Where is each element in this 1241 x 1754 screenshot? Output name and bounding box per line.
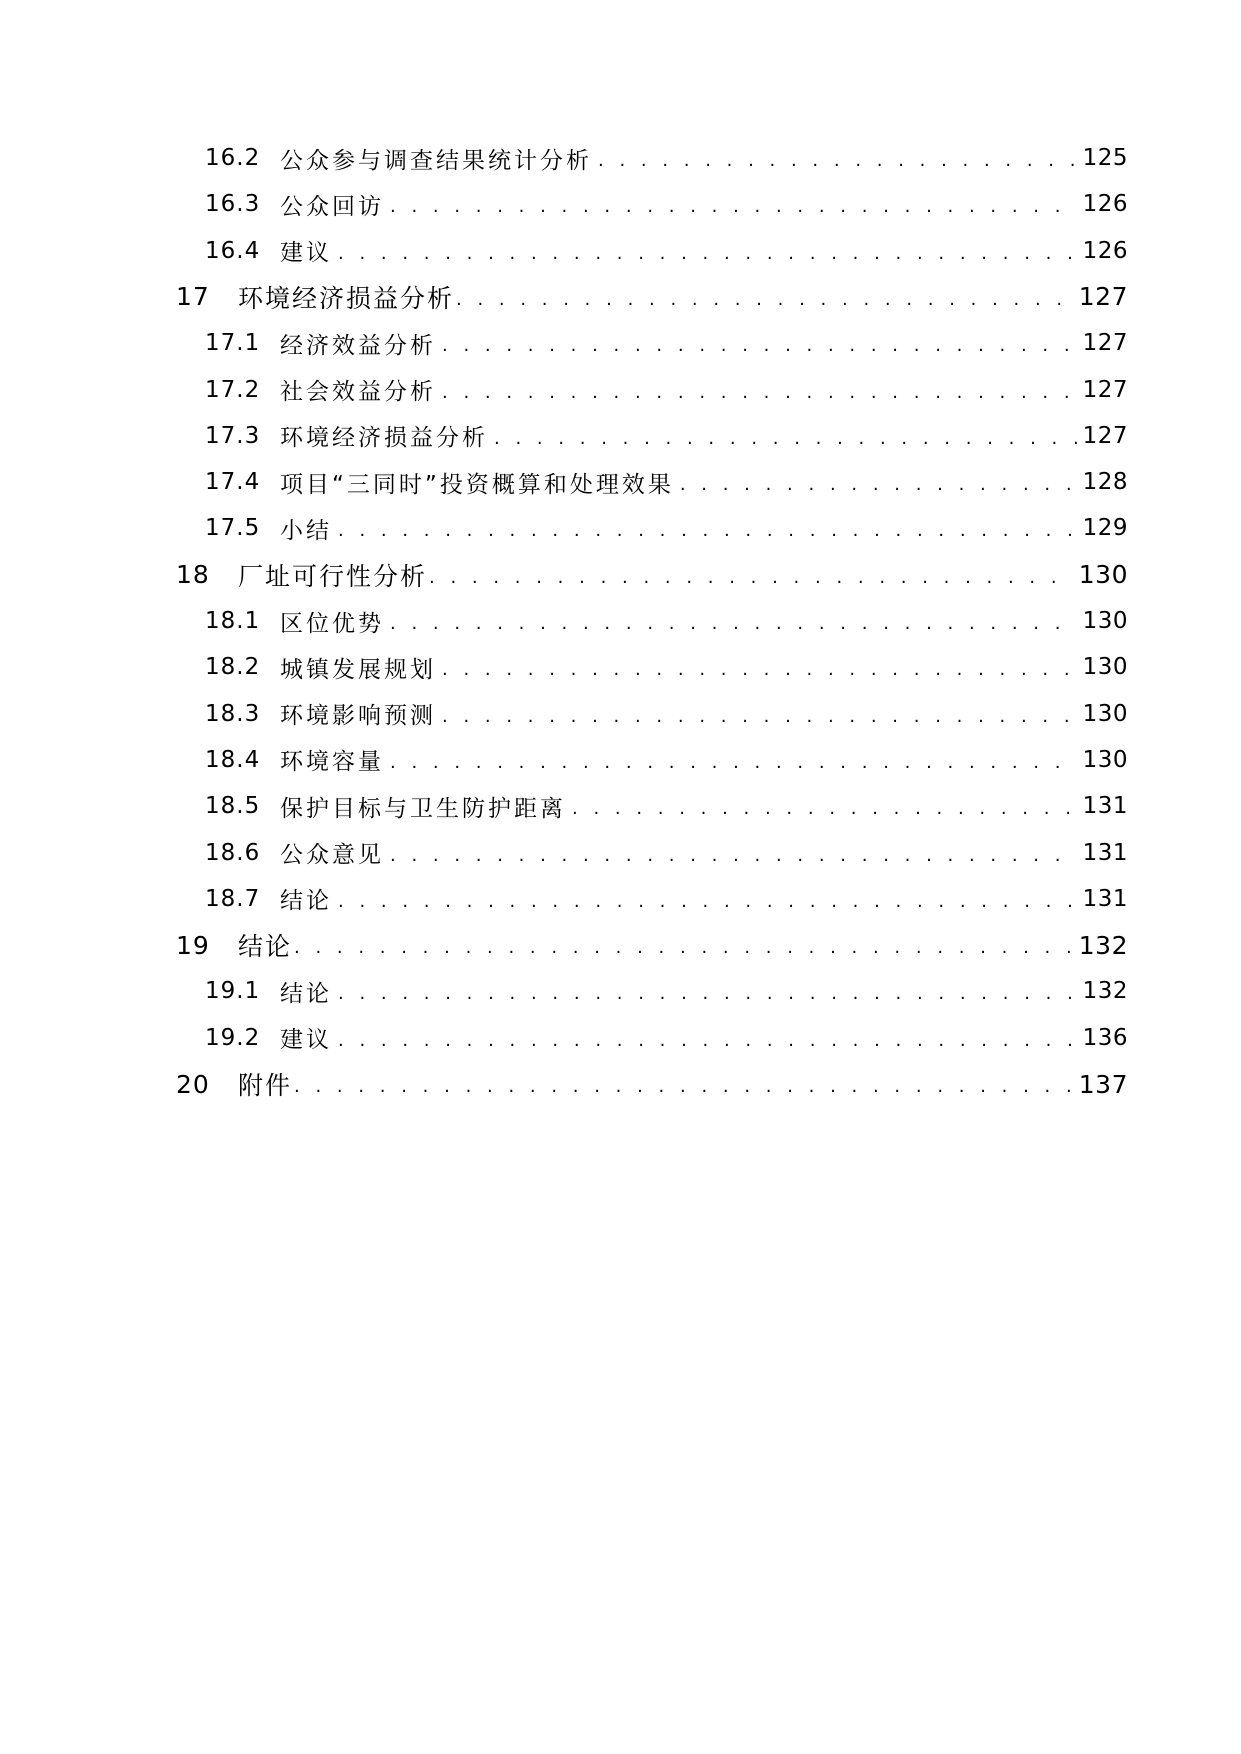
toc-entry-title: 公众意见 xyxy=(280,842,384,868)
toc-entry-title: 保护目标与卫生防护距离 xyxy=(280,795,566,822)
toc-entry-title: 建议 xyxy=(280,1027,332,1054)
toc-entry-title: 环境经济损益分析 xyxy=(238,283,455,313)
toc-dot-leader xyxy=(442,646,1077,688)
toc-entry-title: 公众参与调查结果统计分析 xyxy=(280,147,592,174)
toc-entry-number: 17.5 xyxy=(205,515,261,542)
toc-entry-title: 区位优势 xyxy=(280,610,384,637)
toc-section-entry[interactable] xyxy=(205,464,1128,500)
toc-entry-number: 17.4 xyxy=(205,469,261,496)
toc-dot-leader xyxy=(429,554,1073,596)
toc-section-entry[interactable] xyxy=(205,835,1128,871)
toc-dot-leader xyxy=(294,924,1073,966)
toc-entry-number: 16.2 xyxy=(205,145,261,171)
toc-entry-page-number: 130 xyxy=(1082,746,1128,773)
toc-section-entry[interactable] xyxy=(205,742,1128,778)
toc-chapter-entry[interactable] xyxy=(176,557,1128,593)
toc-entry-page-number: 132 xyxy=(1078,930,1128,960)
toc-section-entry[interactable] xyxy=(205,1020,1128,1056)
toc-entry-number: 18.4 xyxy=(205,746,261,773)
toc-entry-number: 20 xyxy=(176,1069,210,1099)
toc-dot-leader xyxy=(442,693,1077,735)
toc-dot-leader xyxy=(442,369,1077,411)
toc-entry-title: 结论 xyxy=(238,932,293,962)
toc-entry-title: 小结 xyxy=(280,517,332,544)
toc-entry-number: 18 xyxy=(176,560,210,590)
toc-entry-page-number: 125 xyxy=(1082,145,1128,171)
toc-entry-number: 18.7 xyxy=(205,885,261,912)
toc-section-entry[interactable] xyxy=(205,881,1128,917)
toc-entry-number: 19.1 xyxy=(205,978,261,1005)
toc-dot-leader xyxy=(294,1063,1073,1105)
toc-entry-title: 城镇发展规划 xyxy=(280,656,436,683)
toc-dot-leader xyxy=(456,276,1073,318)
toc-entry-number: 18.2 xyxy=(205,654,261,681)
toc-entry-title: 建议 xyxy=(280,240,332,267)
toc-entry-page-number: 130 xyxy=(1082,654,1128,681)
toc-entry-page-number: 131 xyxy=(1082,793,1128,820)
toc-dot-leader xyxy=(390,183,1077,225)
toc-section-entry[interactable] xyxy=(205,325,1128,361)
toc-entry-title: 结论 xyxy=(280,888,332,915)
toc-entry-page-number: 130 xyxy=(1078,560,1128,590)
toc-entry-number: 19.2 xyxy=(205,1024,261,1051)
toc-dot-leader xyxy=(338,1017,1077,1059)
toc-section-entry[interactable] xyxy=(205,372,1128,408)
toc-dot-leader xyxy=(338,507,1077,549)
toc-entry-number: 17.3 xyxy=(205,422,261,449)
toc-section-entry[interactable] xyxy=(205,696,1128,732)
toc-entry-page-number: 127 xyxy=(1082,422,1128,449)
toc-entry-title: 环境影响预测 xyxy=(280,703,436,730)
toc-entry-page-number: 127 xyxy=(1078,282,1128,312)
toc-section-entry[interactable] xyxy=(205,788,1128,824)
toc-dot-leader xyxy=(442,322,1077,364)
toc-entry-title: 附件 xyxy=(238,1071,293,1100)
toc-section-entry[interactable] xyxy=(205,973,1128,1009)
toc-entry-number: 17 xyxy=(176,282,210,312)
toc-entry-page-number: 128 xyxy=(1082,469,1128,496)
toc-entry-page-number: 126 xyxy=(1082,237,1128,264)
toc-entry-page-number: 132 xyxy=(1082,978,1128,1005)
toc-dot-leader xyxy=(598,137,1077,179)
toc-dot-leader xyxy=(390,600,1077,642)
toc-entry-title: 结论 xyxy=(280,980,332,1007)
toc-entry-page-number: 127 xyxy=(1082,376,1128,403)
toc-entry-title: 社会效益分析 xyxy=(280,379,436,405)
toc-section-entry[interactable] xyxy=(205,649,1128,685)
toc-chapter-entry[interactable] xyxy=(176,927,1128,963)
toc-dot-leader xyxy=(494,415,1077,457)
toc-section-entry[interactable] xyxy=(205,418,1128,454)
toc-entry-page-number: 129 xyxy=(1082,515,1128,542)
toc-entry-number: 17.2 xyxy=(205,376,261,403)
toc-entry-page-number: 136 xyxy=(1082,1024,1128,1051)
toc-chapter-entry[interactable] xyxy=(176,1066,1128,1102)
toc-entry-number: 18.1 xyxy=(205,608,261,634)
toc-entry-title: 环境经济损益分析 xyxy=(280,425,488,452)
toc-entry-title: 公众回访 xyxy=(280,193,384,220)
toc-section-entry[interactable] xyxy=(205,233,1128,269)
toc-entry-page-number: 126 xyxy=(1082,191,1128,218)
toc-dot-leader xyxy=(572,785,1077,827)
toc-section-entry[interactable] xyxy=(205,603,1128,639)
toc-entry-number: 18.5 xyxy=(205,793,261,820)
toc-entry-title: 厂址可行性分析 xyxy=(238,561,428,591)
toc-entry-title: 环境容量 xyxy=(280,749,384,776)
toc-dot-leader xyxy=(338,230,1077,272)
toc-entry-title: 项目“三同时”投资概算和处理效果 xyxy=(280,471,674,498)
toc-section-entry[interactable] xyxy=(205,140,1128,176)
toc-section-entry[interactable] xyxy=(205,510,1128,546)
toc-entry-page-number: 137 xyxy=(1078,1069,1128,1099)
toc-entry-page-number: 127 xyxy=(1082,330,1128,357)
toc-dot-leader xyxy=(390,739,1077,781)
toc-entry-page-number: 131 xyxy=(1082,839,1128,866)
toc-entry-title: 经济效益分析 xyxy=(280,332,436,359)
toc-section-entry[interactable] xyxy=(205,186,1128,222)
toc-chapter-entry[interactable] xyxy=(176,279,1128,315)
toc-entry-page-number: 130 xyxy=(1082,700,1128,727)
toc-dot-leader xyxy=(390,832,1077,874)
toc-entry-number: 19 xyxy=(176,930,210,960)
toc-dot-leader xyxy=(338,970,1077,1012)
toc-entry-number: 16.4 xyxy=(205,237,261,264)
toc-entry-page-number: 131 xyxy=(1082,885,1128,912)
toc-dot-leader xyxy=(680,461,1077,503)
toc-entry-number: 17.1 xyxy=(205,330,261,357)
toc-entry-page-number: 130 xyxy=(1082,608,1128,634)
toc-entry-number: 18.3 xyxy=(205,700,261,727)
toc-entry-number: 18.6 xyxy=(205,839,261,866)
toc-dot-leader xyxy=(338,878,1077,920)
toc-entry-number: 16.3 xyxy=(205,191,261,218)
